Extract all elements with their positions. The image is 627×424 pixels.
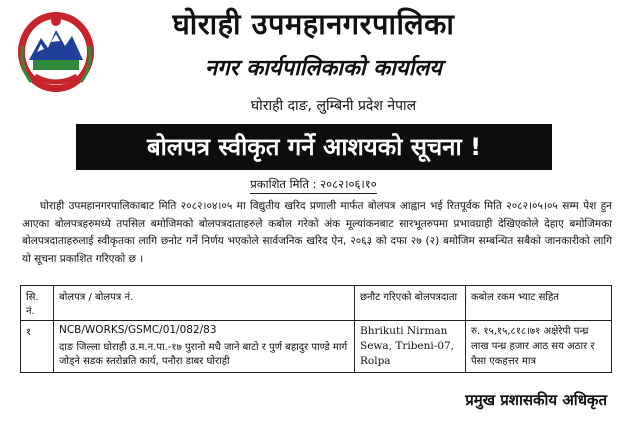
notice-body: घोराही उपमहानगरपालिकाबाट मिति २०८२।०४।०५ मा विद्युतीय खरिद प्रणाली मार्फत बोलपत्र आह्वान भई रितपूर्वक मिति २०८२।०५।०५ सम्म पेश हुन आएका बोलपत्रहरुमध्ये तपसिल बमोजिमको बोलपत्रदाताहरुले कबोल गरेको अंक मूल्यांकनबाट सारभूतरुपमा प्रभावग्राही देखिएकोले देहाए बमोजिमका बोलपत्रदाताहरुलाई स्वीकृतका लागि छनोट गर्ने निर्णय भएकोले सार्वजनिक खरिद ऐन, २०६३ को दफा २७ (२) बमोजिम सम्बन्धित सबैको जानकारीको लागि यो सूचना प्रकाशित गरिएको छ । <box>22 200 612 265</box>
office-title: नगर कार्यपालिकाको कार्यालय <box>205 56 442 81</box>
bid-number: NCB/WORKS/GSMC/01/082/83 <box>59 324 217 336</box>
header-sn: सि. नं. <box>21 286 54 321</box>
row-amount: रु. १५,१५,८१८।७१ अक्षेरेपी पन्ध्र लाख पन्ध्र हजार आठ सय अठार र पैसा एकहत्तर मात्र <box>466 321 612 373</box>
tender-table <box>20 285 612 373</box>
published-date <box>0 177 627 194</box>
row-bid <box>54 321 355 373</box>
table-row <box>21 321 612 373</box>
table-header-row <box>21 286 612 321</box>
address: घोराही दाङ, लुम्बिनी प्रदेश नेपाल <box>250 98 417 114</box>
header-amount: कबोल रकम भ्याट सहित <box>466 286 612 321</box>
municipality-title: घोराही उपमहानगरपालिका <box>172 7 455 41</box>
signature: प्रमुख प्रशासकीय अधिकृत <box>465 391 607 409</box>
header-bidder: छनौट गरिएको बोलपत्रदाता <box>355 286 466 321</box>
header-bid: बोलपत्र / बोलपत्र नं. <box>54 286 355 321</box>
row-sn: १ <box>21 321 54 373</box>
notice-title-banner: बोलपत्र स्वीकृत गर्ने आशयको सूचना ! <box>76 124 552 170</box>
row-bidder: Bhrikuti Nirman Sewa, Tribeni-07, Rolpa <box>355 321 466 373</box>
bid-description: दाङ जिल्ला घोराही उ.म.न.पा.-१७ पुरानो मधेै जाने बाटो र पुर्ण बहादुर पाण्डे मार्ग जोड्ने सडक स्तरोन्नति कार्य, पनौरा डाबर घोराही <box>59 342 348 367</box>
published-date-text: प्रकाशित मिति : २०८२।०६।१० <box>250 177 377 194</box>
